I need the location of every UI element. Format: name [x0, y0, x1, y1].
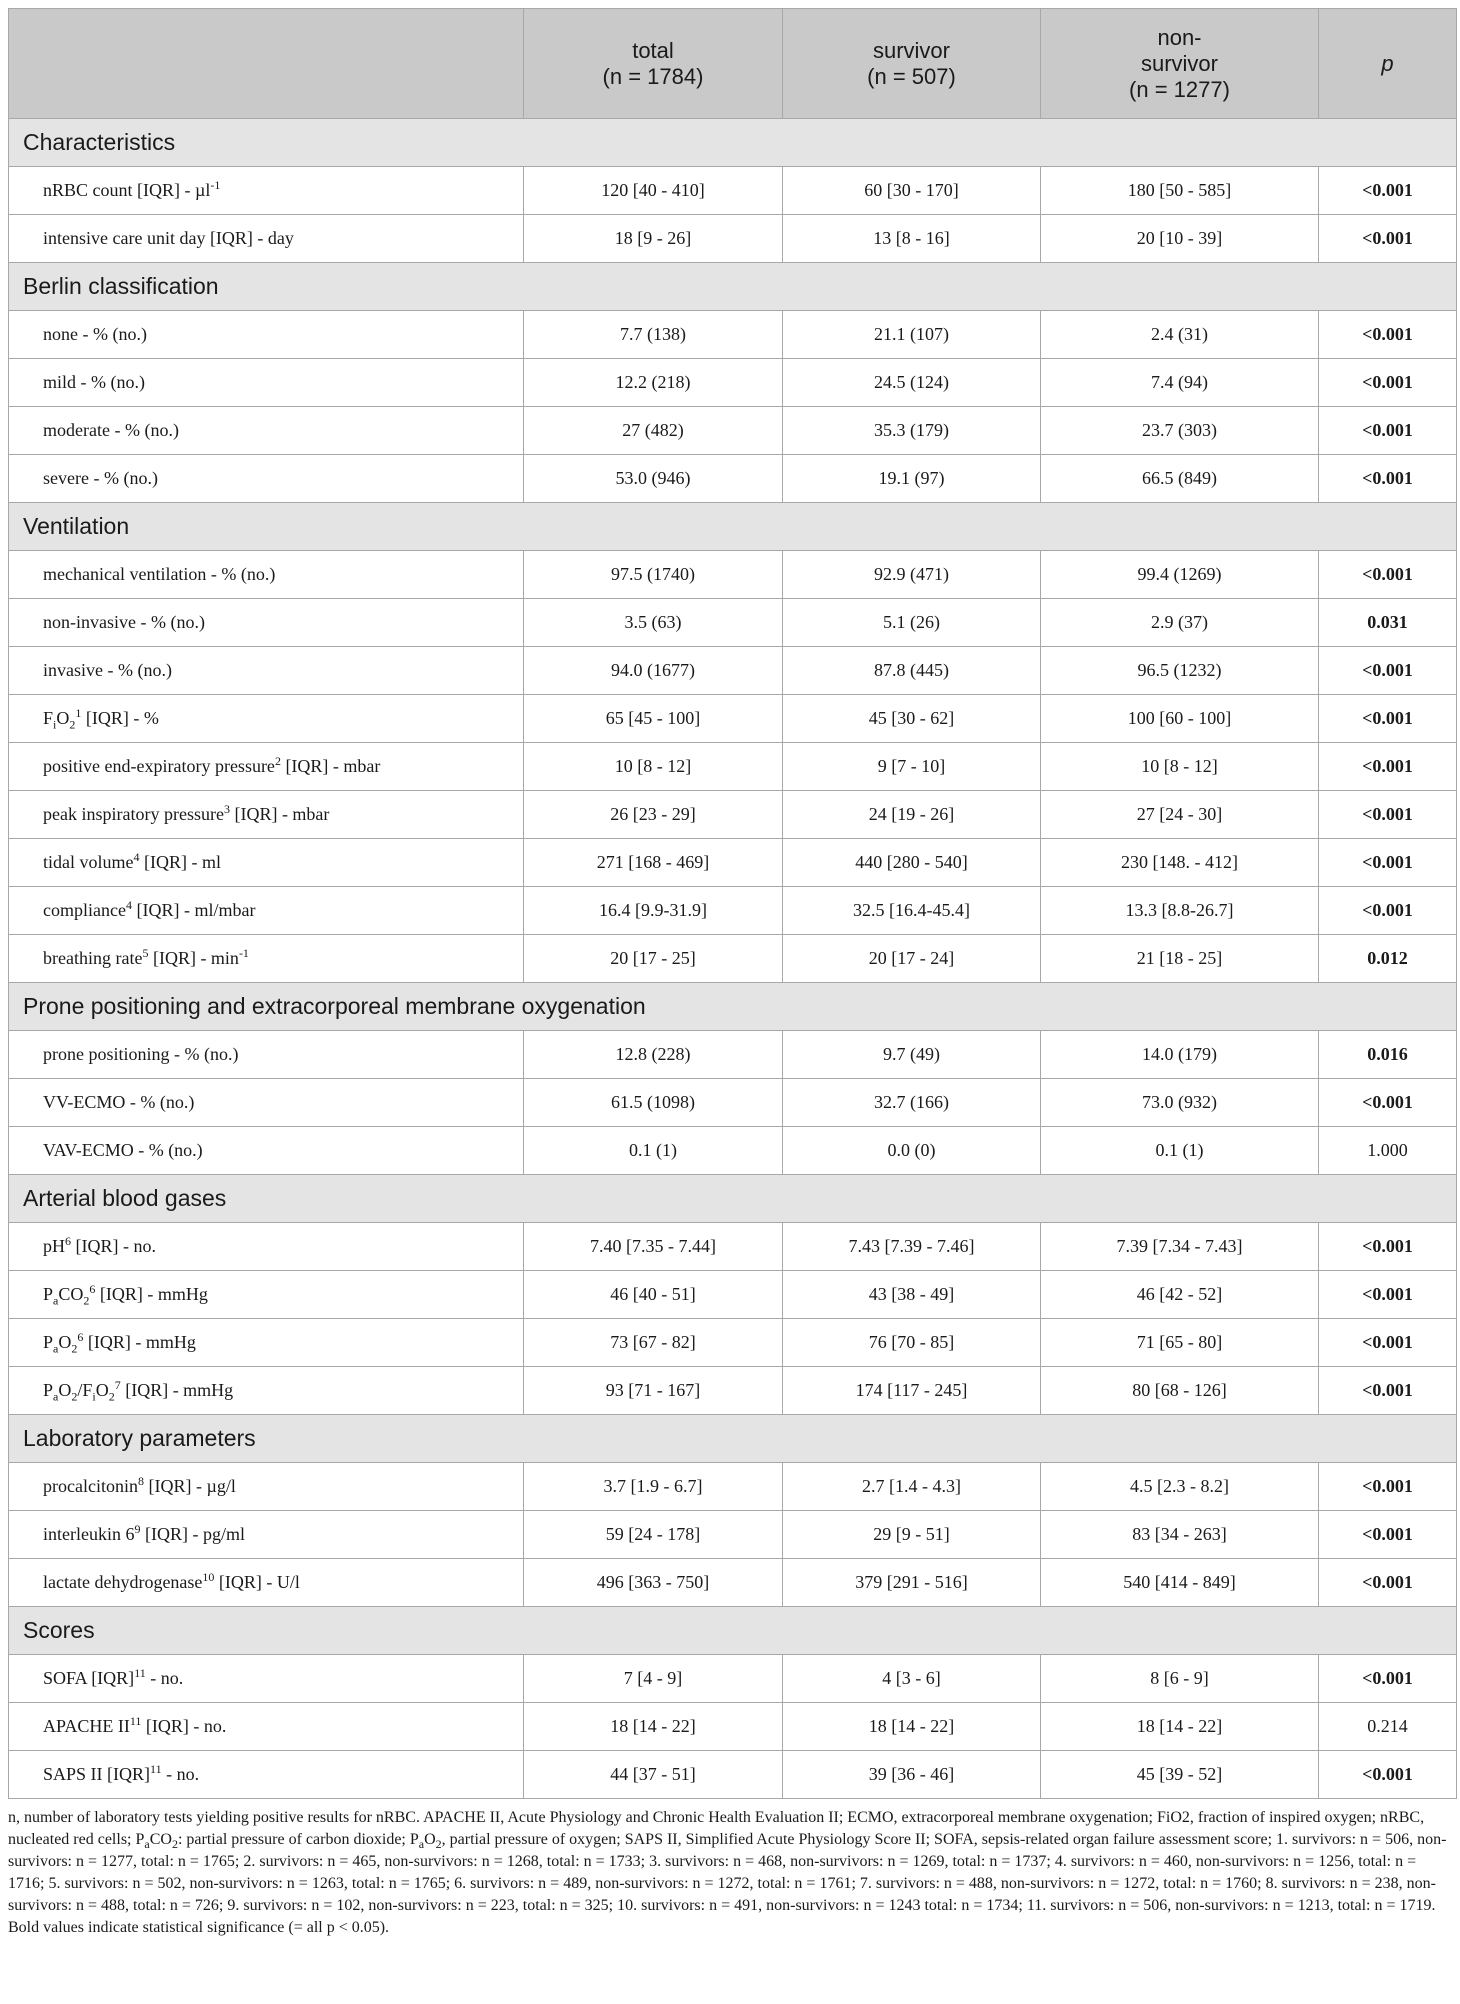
- cell-total: 0.1 (1): [524, 1127, 783, 1175]
- row-label: moderate - % (no.): [9, 407, 524, 455]
- row-label: interleukin $6^9$ [IQR] - pg/ml: [9, 1511, 524, 1559]
- table-row: [9, 935, 1457, 983]
- cell-total: 27 (482): [524, 407, 783, 455]
- cell-p-value: <0.001: [1319, 407, 1457, 455]
- cell-survivor: 21.1 (107): [783, 311, 1041, 359]
- row-label: procalcitonin$^8$ [IQR] - µg/l: [9, 1463, 524, 1511]
- cell-p-value: <0.001: [1319, 647, 1457, 695]
- cell-p-value: <0.001: [1319, 215, 1457, 263]
- table-row: [9, 1367, 1457, 1415]
- cell-total: 61.5 (1098): [524, 1079, 783, 1127]
- section-row: [9, 1175, 1457, 1223]
- cell-p-value: <0.001: [1319, 1559, 1457, 1607]
- table-row: [9, 1271, 1457, 1319]
- cell-nonsurvivor: 13.3 [8.8-26.7]: [1041, 887, 1319, 935]
- header-nonsurvivor-label-a: non-: [1157, 24, 1202, 50]
- cell-total: 97.5 (1740): [524, 551, 783, 599]
- row-label: VV-ECMO - % (no.): [9, 1079, 524, 1127]
- cell-nonsurvivor: 180 [50 - 585]: [1041, 167, 1319, 215]
- header-nonsurvivor: [1041, 9, 1319, 119]
- section-row: [9, 503, 1457, 551]
- row-label: $F_iO_2^1$ [IQR] - %: [9, 695, 524, 743]
- cell-p-value: <0.001: [1319, 1511, 1457, 1559]
- cell-survivor: 18 [14 - 22]: [783, 1703, 1041, 1751]
- cell-p-value: 1.000: [1319, 1127, 1457, 1175]
- footnote: [8, 1807, 1456, 1939]
- cell-survivor: 440 [280 - 540]: [783, 839, 1041, 887]
- cell-total: 12.8 (228): [524, 1031, 783, 1079]
- table-row: [9, 407, 1457, 455]
- header-nonsurvivor-label-b: survivor: [1140, 50, 1218, 76]
- cell-total: 7.40 [7.35 - 7.44]: [524, 1223, 783, 1271]
- cell-p-value: <0.001: [1319, 1223, 1457, 1271]
- cell-total: 73 [67 - 82]: [524, 1319, 783, 1367]
- section-row: [9, 1607, 1457, 1655]
- footnote-text: n, number of laboratory tests yielding positive results for nRBC. APACHE II, Acute Physiology and Chronic Health Evaluation II; ECMO, extracorporeal membrane oxygenation; FiO2, fraction of inspired oxygen; nRBC, nucleated red cells; $P_aCO_2$: partial pressure of carbon dioxide; $P_aO_2$, partial pressure of oxygen; SAPS II, Simplified Acute Physiology Score II; SOFA, sepsis-related organ failure assessment score; 1. survivors: n = 506, non-survivors: n = 1277, total: n = 1765; 2. survivors: n = 465, non-survivors: n = 1268, total: n = 1733; 3. survivors: n = 468, non-survivors: n = 1269, total: n = 1737; 4. survivors: n = 460, non-survivors: n = 1256, total: n = 1716; 5. survivors: n = 502, non-survivors: n = 1263, total: n = 1765; 6. survivors: n = 489, non-survivors: n = 1272, total: n = 1761; 7. survivors: n = 488, non-survivors: n = 1272, total: n = 1760; 8. survivors: n = 238, non-survivors: n = 488, total: n = 726; 9. survivors: n = 102, non-survivors: n = 223, total: n = 325; 10. survivors: n = 491, non-survivors: n = 1243 total: n = 1734; 11. survivors: n = 506, non-survivors: n = 1213, total: n = 1719.: [8, 1809, 1447, 1914]
- cell-survivor: 174 [117 - 245]: [783, 1367, 1041, 1415]
- cell-total: 10 [8 - 12]: [524, 743, 783, 791]
- table-body: [9, 119, 1457, 1799]
- cell-survivor: 24.5 (124): [783, 359, 1041, 407]
- row-label: invasive - % (no.): [9, 647, 524, 695]
- table-row: [9, 1655, 1457, 1703]
- header-total-n: (n = 1784): [602, 63, 704, 89]
- row-label: positive end-expiratory pressure$^2$ [IQR] - mbar: [9, 743, 524, 791]
- header-survivor-n: (n = 507): [867, 63, 956, 89]
- table-row: [9, 1751, 1457, 1799]
- cell-nonsurvivor: 66.5 (849): [1041, 455, 1319, 503]
- cell-total: 7 [4 - 9]: [524, 1655, 783, 1703]
- row-label: SAPS II [IQR]$^{11}$ - no.: [9, 1751, 524, 1799]
- cell-p-value: 0.016: [1319, 1031, 1457, 1079]
- section-title: Prone positioning and extracorporeal membrane oxygenation: [9, 983, 1457, 1031]
- cell-nonsurvivor: 45 [39 - 52]: [1041, 1751, 1319, 1799]
- cell-p-value: <0.001: [1319, 1319, 1457, 1367]
- cell-total: 20 [17 - 25]: [524, 935, 783, 983]
- cell-nonsurvivor: 2.4 (31): [1041, 311, 1319, 359]
- cell-total: 7.7 (138): [524, 311, 783, 359]
- row-label: prone positioning - % (no.): [9, 1031, 524, 1079]
- cell-total: 16.4 [9.9-31.9]: [524, 887, 783, 935]
- cell-nonsurvivor: 23.7 (303): [1041, 407, 1319, 455]
- cell-nonsurvivor: 10 [8 - 12]: [1041, 743, 1319, 791]
- cell-nonsurvivor: 7.4 (94): [1041, 359, 1319, 407]
- cell-survivor: 45 [30 - 62]: [783, 695, 1041, 743]
- table-row: [9, 1703, 1457, 1751]
- cell-p-value: <0.001: [1319, 167, 1457, 215]
- cell-survivor: 5.1 (26): [783, 599, 1041, 647]
- cell-nonsurvivor: 46 [42 - 52]: [1041, 1271, 1319, 1319]
- cell-survivor: 32.5 [16.4-45.4]: [783, 887, 1041, 935]
- cell-nonsurvivor: 80 [68 - 126]: [1041, 1367, 1319, 1415]
- row-label: VAV-ECMO - % (no.): [9, 1127, 524, 1175]
- cell-total: 94.0 (1677): [524, 647, 783, 695]
- footnote-bold-note: Bold values indicate statistical significance (= all p < 0.05).: [8, 1919, 390, 1936]
- table-container: [8, 8, 1456, 1939]
- table-row: [9, 1511, 1457, 1559]
- section-row: [9, 1415, 1457, 1463]
- table-row: [9, 1031, 1457, 1079]
- row-label: $P_aO_2^6$ [IQR] - mmHg: [9, 1319, 524, 1367]
- row-label: breathing rate$^5$ $[IQR] - \min^{-1}$: [9, 935, 524, 983]
- table-row: [9, 167, 1457, 215]
- table-row: [9, 311, 1457, 359]
- cell-survivor: 9.7 (49): [783, 1031, 1041, 1079]
- cell-nonsurvivor: 73.0 (932): [1041, 1079, 1319, 1127]
- table-row: [9, 1127, 1457, 1175]
- section-row: [9, 119, 1457, 167]
- row-label: tidal volume$^4$ [IQR] - ml: [9, 839, 524, 887]
- row-label: $P_aO_2/F_iO_2^7$ [IQR] - mmHg: [9, 1367, 524, 1415]
- header-survivor: [783, 9, 1041, 119]
- cell-survivor: 35.3 (179): [783, 407, 1041, 455]
- cell-total: 18 [9 - 26]: [524, 215, 783, 263]
- row-label: mechanical ventilation - % (no.): [9, 551, 524, 599]
- row-label: mild - % (no.): [9, 359, 524, 407]
- cell-survivor: 13 [8 - 16]: [783, 215, 1041, 263]
- cell-p-value: <0.001: [1319, 551, 1457, 599]
- table-row: [9, 1559, 1457, 1607]
- results-table: [8, 8, 1457, 1799]
- table-row: [9, 887, 1457, 935]
- cell-nonsurvivor: 18 [14 - 22]: [1041, 1703, 1319, 1751]
- table-row: [9, 1319, 1457, 1367]
- cell-total: 18 [14 - 22]: [524, 1703, 783, 1751]
- header-nonsurvivor-n: (n = 1277): [1129, 76, 1230, 102]
- cell-total: 65 [45 - 100]: [524, 695, 783, 743]
- cell-survivor: 7.43 [7.39 - 7.46]: [783, 1223, 1041, 1271]
- table-row: [9, 743, 1457, 791]
- cell-total: 44 [37 - 51]: [524, 1751, 783, 1799]
- section-title: Scores: [9, 1607, 1457, 1655]
- cell-total: 26 [23 - 29]: [524, 791, 783, 839]
- cell-survivor: 379 [291 - 516]: [783, 1559, 1041, 1607]
- table-row: [9, 791, 1457, 839]
- header-p: p: [1319, 9, 1457, 119]
- cell-survivor: 43 [38 - 49]: [783, 1271, 1041, 1319]
- cell-survivor: 4 [3 - 6]: [783, 1655, 1041, 1703]
- cell-survivor: 0.0 (0): [783, 1127, 1041, 1175]
- header-total-label: total: [632, 37, 674, 63]
- cell-total: 120 [40 - 410]: [524, 167, 783, 215]
- table-row: [9, 1079, 1457, 1127]
- cell-survivor: 76 [70 - 85]: [783, 1319, 1041, 1367]
- cell-nonsurvivor: 83 [34 - 263]: [1041, 1511, 1319, 1559]
- cell-survivor: 29 [9 - 51]: [783, 1511, 1041, 1559]
- table-row: [9, 455, 1457, 503]
- cell-p-value: <0.001: [1319, 695, 1457, 743]
- cell-p-value: <0.001: [1319, 455, 1457, 503]
- cell-total: 271 [168 - 469]: [524, 839, 783, 887]
- cell-p-value: <0.001: [1319, 839, 1457, 887]
- row-label: nRBC count [IQR] - µl$^{-1}$: [9, 167, 524, 215]
- section-title: Arterial blood gases: [9, 1175, 1457, 1223]
- cell-nonsurvivor: 2.9 (37): [1041, 599, 1319, 647]
- row-label: SOFA [IQR]$^{11}$ - no.: [9, 1655, 524, 1703]
- cell-survivor: 9 [7 - 10]: [783, 743, 1041, 791]
- row-label: lactate dehydrogenase$^{10}$ [IQR] - U/l: [9, 1559, 524, 1607]
- cell-nonsurvivor: 21 [18 - 25]: [1041, 935, 1319, 983]
- cell-total: 93 [71 - 167]: [524, 1367, 783, 1415]
- cell-nonsurvivor: 71 [65 - 80]: [1041, 1319, 1319, 1367]
- header-row: [9, 9, 1457, 119]
- cell-survivor: 92.9 (471): [783, 551, 1041, 599]
- cell-nonsurvivor: 96.5 (1232): [1041, 647, 1319, 695]
- cell-p-value: <0.001: [1319, 1079, 1457, 1127]
- table-row: [9, 647, 1457, 695]
- section-title: Ventilation: [9, 503, 1457, 551]
- row-label: peak inspiratory pressure$^3$ [IQR] - mbar: [9, 791, 524, 839]
- cell-survivor: 32.7 (166): [783, 1079, 1041, 1127]
- cell-p-value: <0.001: [1319, 791, 1457, 839]
- cell-nonsurvivor: 14.0 (179): [1041, 1031, 1319, 1079]
- row-label: $pH^6$ [IQR] - no.: [9, 1223, 524, 1271]
- row-label: severe - % (no.): [9, 455, 524, 503]
- table-row: [9, 215, 1457, 263]
- row-label: none - % (no.): [9, 311, 524, 359]
- cell-p-value: <0.001: [1319, 1367, 1457, 1415]
- cell-p-value: <0.001: [1319, 311, 1457, 359]
- cell-survivor: 19.1 (97): [783, 455, 1041, 503]
- table-row: [9, 551, 1457, 599]
- cell-p-value: <0.001: [1319, 359, 1457, 407]
- cell-nonsurvivor: 20 [10 - 39]: [1041, 215, 1319, 263]
- cell-p-value: <0.001: [1319, 1751, 1457, 1799]
- cell-nonsurvivor: 230 [148. - 412]: [1041, 839, 1319, 887]
- cell-survivor: 60 [30 - 170]: [783, 167, 1041, 215]
- cell-p-value: <0.001: [1319, 887, 1457, 935]
- table-row: [9, 1463, 1457, 1511]
- cell-nonsurvivor: 540 [414 - 849]: [1041, 1559, 1319, 1607]
- cell-survivor: 2.7 [1.4 - 4.3]: [783, 1463, 1041, 1511]
- cell-p-value: 0.012: [1319, 935, 1457, 983]
- cell-survivor: 20 [17 - 24]: [783, 935, 1041, 983]
- cell-nonsurvivor: 8 [6 - 9]: [1041, 1655, 1319, 1703]
- cell-total: 59 [24 - 178]: [524, 1511, 783, 1559]
- cell-p-value: 0.031: [1319, 599, 1457, 647]
- header-total: [524, 9, 783, 119]
- cell-total: 53.0 (946): [524, 455, 783, 503]
- cell-p-value: 0.214: [1319, 1703, 1457, 1751]
- cell-total: 3.7 [1.9 - 6.7]: [524, 1463, 783, 1511]
- section-title: Laboratory parameters: [9, 1415, 1457, 1463]
- section-row: [9, 983, 1457, 1031]
- cell-nonsurvivor: 0.1 (1): [1041, 1127, 1319, 1175]
- cell-total: 12.2 (218): [524, 359, 783, 407]
- table-row: [9, 839, 1457, 887]
- cell-total: 496 [363 - 750]: [524, 1559, 783, 1607]
- cell-survivor: 87.8 (445): [783, 647, 1041, 695]
- section-title: Characteristics: [9, 119, 1457, 167]
- table-row: [9, 695, 1457, 743]
- cell-nonsurvivor: 100 [60 - 100]: [1041, 695, 1319, 743]
- cell-nonsurvivor: 7.39 [7.34 - 7.43]: [1041, 1223, 1319, 1271]
- table-row: [9, 1223, 1457, 1271]
- cell-total: 3.5 (63): [524, 599, 783, 647]
- cell-nonsurvivor: 27 [24 - 30]: [1041, 791, 1319, 839]
- header-survivor-label: survivor: [872, 37, 950, 63]
- row-label: non-invasive - % (no.): [9, 599, 524, 647]
- header-blank: [9, 9, 524, 119]
- section-title: Berlin classification: [9, 263, 1457, 311]
- cell-survivor: 39 [36 - 46]: [783, 1751, 1041, 1799]
- cell-p-value: <0.001: [1319, 1655, 1457, 1703]
- cell-nonsurvivor: 4.5 [2.3 - 8.2]: [1041, 1463, 1319, 1511]
- row-label: intensive care unit day [IQR] - day: [9, 215, 524, 263]
- row-label: compliance$^4$ [IQR] - ml/mbar: [9, 887, 524, 935]
- table-row: [9, 599, 1457, 647]
- cell-p-value: <0.001: [1319, 1463, 1457, 1511]
- cell-survivor: 24 [19 - 26]: [783, 791, 1041, 839]
- table-row: [9, 359, 1457, 407]
- cell-p-value: <0.001: [1319, 1271, 1457, 1319]
- row-label: APACHE II$^{11}$ [IQR] - no.: [9, 1703, 524, 1751]
- row-label: $P_aCO_2^6$ [IQR] - mmHg: [9, 1271, 524, 1319]
- section-row: [9, 263, 1457, 311]
- cell-p-value: <0.001: [1319, 743, 1457, 791]
- cell-total: 46 [40 - 51]: [524, 1271, 783, 1319]
- cell-nonsurvivor: 99.4 (1269): [1041, 551, 1319, 599]
